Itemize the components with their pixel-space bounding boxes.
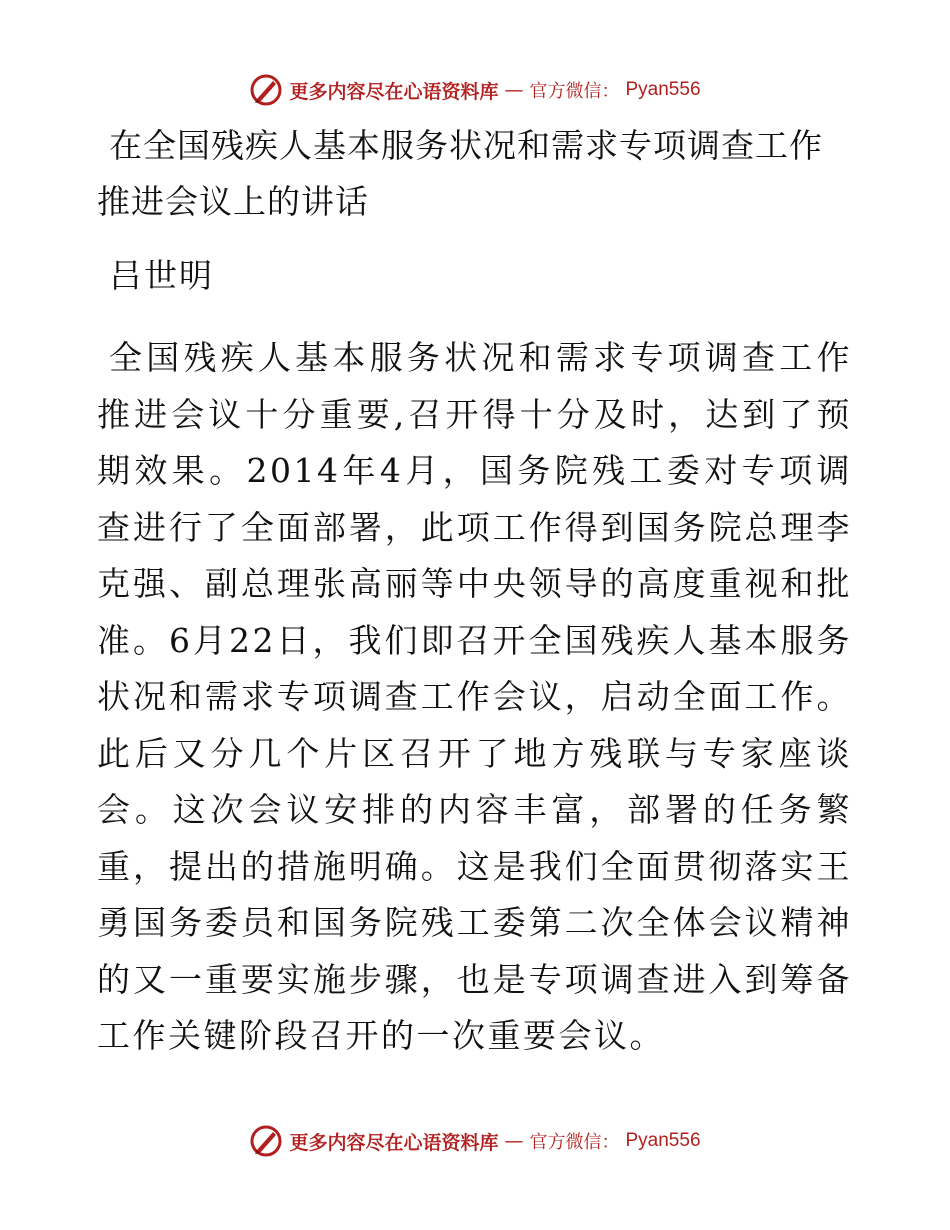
pen-logo-icon xyxy=(249,1124,283,1158)
watermark-wechat-label: 官方微信： xyxy=(529,1132,620,1153)
header-watermark xyxy=(0,70,950,110)
title-line-1: 在全国残疾人基本服务状况和需求专项调查工作 xyxy=(109,126,823,165)
document-author: 吕世明 xyxy=(109,256,214,295)
footer-watermark xyxy=(0,1121,950,1161)
watermark-wechat-label: 官方微信： xyxy=(529,81,620,102)
title-line-2: 推进会议上的讲话 xyxy=(97,182,369,221)
watermark-separator: — xyxy=(504,79,524,101)
document-body xyxy=(97,118,852,1065)
watermark-separator: — xyxy=(504,1130,524,1152)
pen-logo-icon xyxy=(249,73,283,107)
watermark-wechat-id: Pyan556 xyxy=(625,1130,701,1151)
document-paragraph: 全国残疾人基本服务状况和需求专项调查工作推进会议十分重要,召开得十分及时，达到了预期效果。2014年4月，国务院残工委对专项调查进行了全面部署，此项工作得到国务院总理李克强、副总理张高丽等中央领导的高度重视和批准。6月22日，我们即召开全国残疾人基本服务状况和需求专项调查工作会议，启动全面工作。此后又分几个片区召开了地方残联与专家座谈会。这次会议安排的内容丰富，部署的任务繁重，提出的措施明确。这是我们全面贯彻落实王勇国务委员和国务院残工委第二次全体会议精神的又一重要实施步骤，也是专项调查进入到筹备工作关键阶段召开的一次重要会议。 xyxy=(97,338,852,1055)
watermark-site-text: 更多内容尽在心语资料库 xyxy=(289,80,499,103)
document-title xyxy=(97,118,852,230)
watermark-wechat-id: Pyan556 xyxy=(625,79,701,100)
watermark-site-text: 更多内容尽在心语资料库 xyxy=(289,1131,499,1154)
